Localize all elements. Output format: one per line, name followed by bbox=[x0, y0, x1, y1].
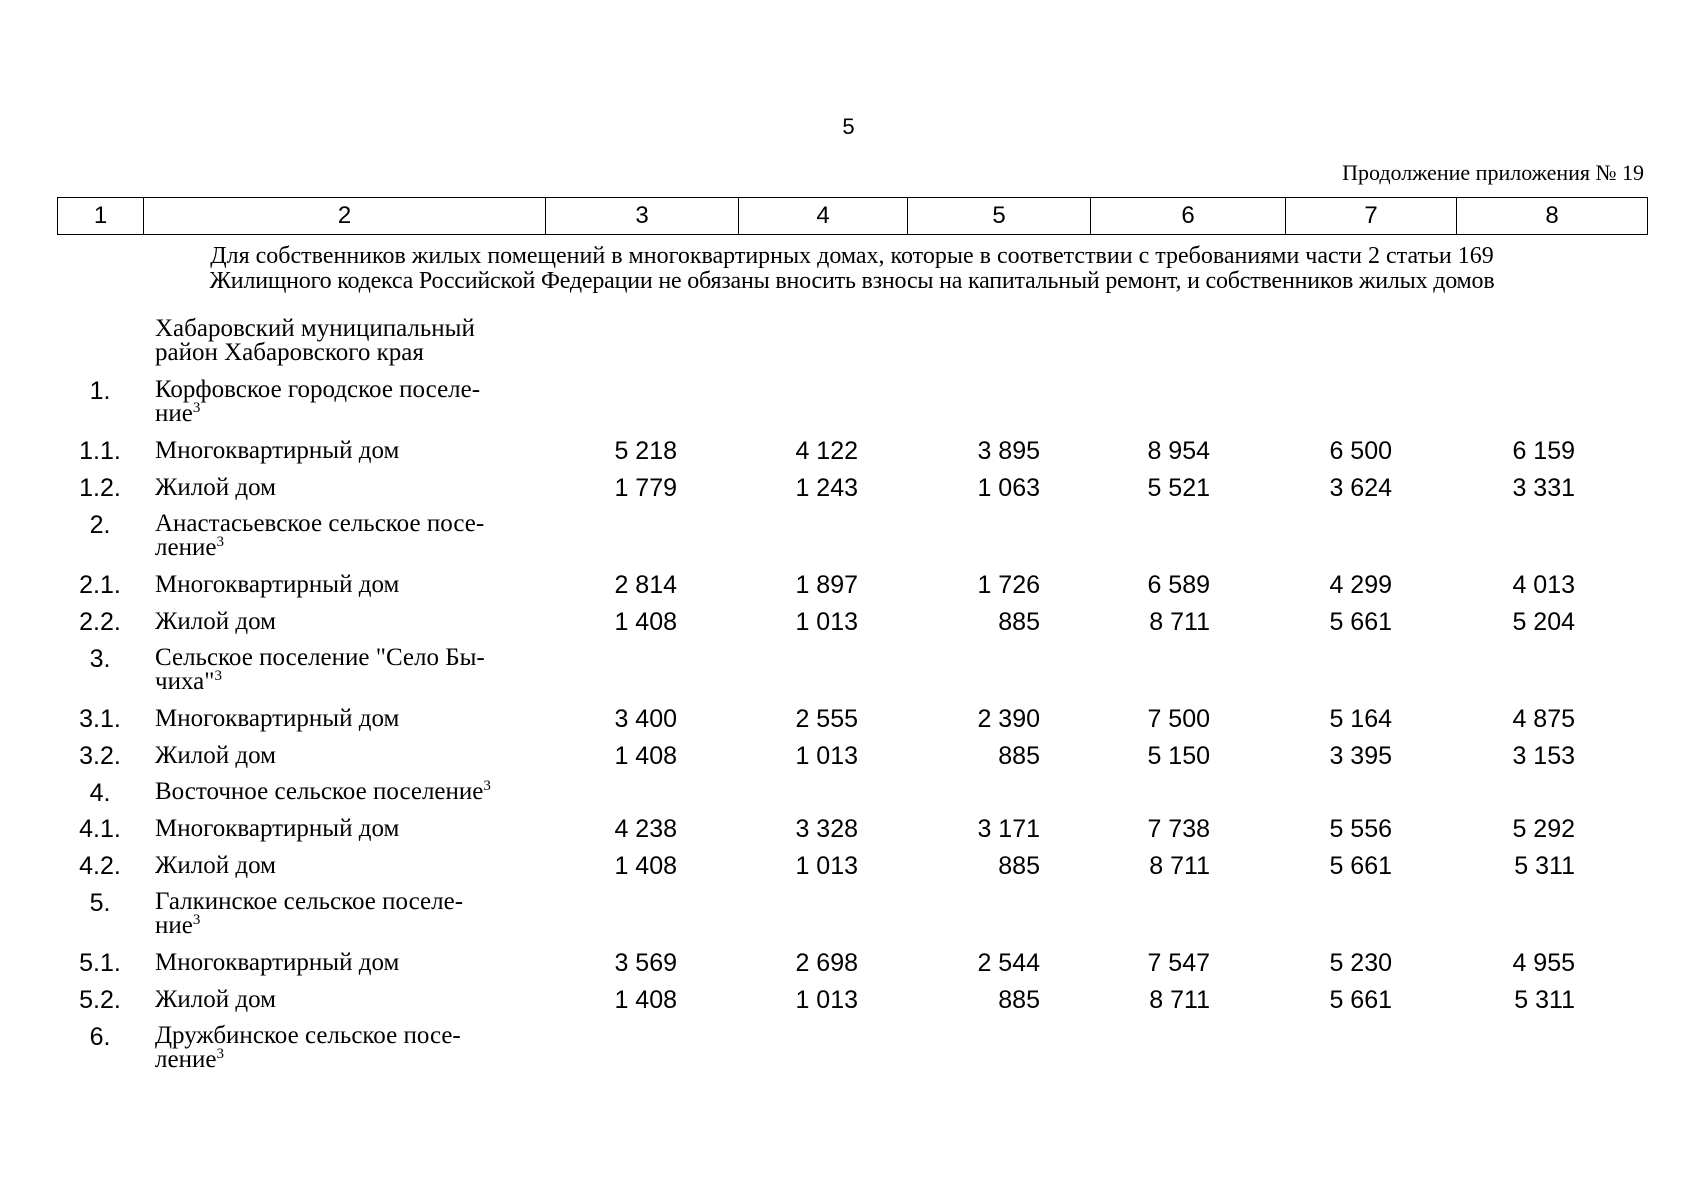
settlement-name-text: Корфовское городское поселе- bbox=[155, 376, 481, 403]
value-col-3: 1 408 bbox=[614, 852, 677, 880]
settlement-name-line-1 bbox=[155, 1024, 535, 1048]
footnote-mark: 3 bbox=[214, 668, 222, 684]
value-col-5: 2 544 bbox=[977, 949, 1040, 977]
district-line-1: Хабаровский муниципальный bbox=[155, 315, 475, 342]
value-col-8: 6 159 bbox=[1512, 437, 1575, 465]
settlement-name bbox=[155, 646, 535, 694]
row-name: Жилой дом bbox=[155, 608, 276, 635]
row-number: 2.1. bbox=[79, 571, 121, 599]
value-col-3: 1 408 bbox=[614, 986, 677, 1014]
page-number: 5 bbox=[842, 114, 855, 139]
row-name: Жилой дом bbox=[155, 986, 276, 1013]
value-col-5: 885 bbox=[998, 742, 1040, 770]
row-number: 3.2. bbox=[79, 742, 121, 770]
value-col-5: 3 895 bbox=[977, 437, 1040, 465]
header-col-1: 1 bbox=[58, 198, 144, 235]
value-col-4: 2 555 bbox=[795, 705, 858, 733]
value-col-8: 5 311 bbox=[1514, 852, 1575, 880]
value-col-8: 3 153 bbox=[1512, 742, 1575, 770]
intro-line-1: Для собственников жилых помещений в многоквартирных домах, которые в соответствии с требованиями части 2 статьи 169 bbox=[210, 243, 1494, 269]
value-col-4: 1 013 bbox=[795, 608, 858, 636]
value-col-4: 1 897 bbox=[795, 571, 858, 599]
settlement-name-text: Восточное сельское поселение bbox=[155, 778, 484, 805]
value-col-3: 4 238 bbox=[614, 815, 677, 843]
value-col-6: 5 150 bbox=[1147, 742, 1210, 770]
settlement-name bbox=[155, 780, 535, 804]
value-col-8: 4 013 bbox=[1512, 571, 1575, 599]
footnote-mark: 3 bbox=[192, 912, 201, 928]
settlement-name-text: чиха" bbox=[155, 668, 215, 695]
settlement-name bbox=[155, 512, 535, 560]
row-name: Жилой дом bbox=[155, 474, 276, 501]
settlement-name-text: ление bbox=[155, 1046, 217, 1073]
row-number: 1.2. bbox=[79, 474, 121, 502]
row-name: Многоквартирный дом bbox=[155, 437, 400, 464]
value-col-3: 3 569 bbox=[614, 949, 677, 977]
value-col-6: 6 589 bbox=[1147, 571, 1210, 599]
value-col-5: 2 390 bbox=[977, 705, 1040, 733]
value-col-7: 5 661 bbox=[1329, 852, 1392, 880]
settlement-number: 6. bbox=[89, 1023, 111, 1051]
value-col-4: 1 013 bbox=[795, 986, 858, 1014]
value-col-8: 4 955 bbox=[1512, 949, 1575, 977]
settlement-name-line-2 bbox=[155, 536, 535, 560]
row-name: Многоквартирный дом bbox=[155, 571, 400, 598]
settlement-name-text: Сельское поселение "Село Бы- bbox=[155, 644, 485, 671]
value-col-3: 2 814 bbox=[614, 571, 677, 599]
header-col-5: 5 bbox=[908, 198, 1091, 235]
value-col-7: 5 661 bbox=[1329, 986, 1392, 1014]
value-col-6: 7 738 bbox=[1147, 815, 1210, 843]
value-col-7: 6 500 bbox=[1329, 437, 1392, 465]
value-col-7: 5 661 bbox=[1329, 608, 1392, 636]
value-col-4: 4 122 bbox=[795, 437, 858, 465]
settlement-name-text: Галкинское сельское поселе- bbox=[155, 888, 464, 915]
settlement-name-text: Дружбинское сельское посе- bbox=[155, 1022, 461, 1049]
value-col-5: 3 171 bbox=[977, 815, 1040, 843]
value-col-3: 1 408 bbox=[614, 742, 677, 770]
header-col-8: 8 bbox=[1457, 198, 1648, 235]
row-number: 2.2. bbox=[79, 608, 121, 636]
settlement-name-text: ление bbox=[155, 534, 217, 561]
row-number: 5.2. bbox=[79, 986, 121, 1014]
value-col-7: 3 395 bbox=[1329, 742, 1392, 770]
settlement-name-line-2 bbox=[155, 402, 535, 426]
value-col-4: 1 013 bbox=[795, 852, 858, 880]
settlement-name-line-1 bbox=[155, 646, 535, 670]
row-number: 3.1. bbox=[79, 705, 121, 733]
value-col-8: 3 331 bbox=[1512, 474, 1575, 502]
settlement-name bbox=[155, 378, 535, 426]
value-col-7: 5 164 bbox=[1329, 705, 1392, 733]
value-col-6: 8 711 bbox=[1149, 986, 1210, 1014]
row-name: Жилой дом bbox=[155, 852, 276, 879]
settlement-name-line-1 bbox=[155, 890, 535, 914]
value-col-3: 1 779 bbox=[614, 474, 677, 502]
settlement-name-line-1 bbox=[155, 378, 535, 402]
settlement-name-line-1 bbox=[155, 512, 535, 536]
continuation-label: Продолжение приложения № 19 bbox=[1342, 160, 1644, 185]
row-number: 1.1. bbox=[79, 437, 121, 465]
row-name: Многоквартирный дом bbox=[155, 815, 400, 842]
footnote-mark: 3 bbox=[216, 534, 224, 550]
value-col-6: 8 954 bbox=[1147, 437, 1210, 465]
row-number: 4.2. bbox=[79, 852, 121, 880]
value-col-5: 885 bbox=[998, 852, 1040, 880]
header-col-6: 6 bbox=[1091, 198, 1286, 235]
value-col-4: 1 013 bbox=[795, 742, 858, 770]
value-col-4: 2 698 bbox=[795, 949, 858, 977]
settlement-name-line-2 bbox=[155, 914, 535, 938]
value-col-4: 1 243 bbox=[795, 474, 858, 502]
footnote-mark: 3 bbox=[216, 1046, 224, 1062]
value-col-7: 5 556 bbox=[1329, 815, 1392, 843]
footnote-mark: 3 bbox=[192, 400, 201, 416]
value-col-6: 8 711 bbox=[1149, 608, 1210, 636]
value-col-8: 5 204 bbox=[1512, 608, 1575, 636]
value-col-5: 1 726 bbox=[977, 571, 1040, 599]
value-col-5: 1 063 bbox=[977, 474, 1040, 502]
value-col-7: 4 299 bbox=[1329, 571, 1392, 599]
settlement-name-text: ние bbox=[155, 400, 193, 427]
row-number: 4.1. bbox=[79, 815, 121, 843]
settlement-name-line-2 bbox=[155, 1048, 535, 1072]
district-line-2: район Хабаровского края bbox=[155, 339, 424, 366]
value-col-5: 885 bbox=[998, 608, 1040, 636]
value-col-7: 3 624 bbox=[1329, 474, 1392, 502]
value-col-6: 5 521 bbox=[1147, 474, 1210, 502]
header-col-7: 7 bbox=[1286, 198, 1457, 235]
settlement-number: 1. bbox=[89, 377, 111, 405]
settlement-number: 4. bbox=[89, 779, 111, 807]
settlement-name-line-2 bbox=[155, 670, 535, 694]
value-col-6: 7 500 bbox=[1147, 705, 1210, 733]
header-col-3: 3 bbox=[546, 198, 739, 235]
value-col-8: 4 875 bbox=[1512, 705, 1575, 733]
value-col-3: 5 218 bbox=[614, 437, 677, 465]
intro-line-2: Жилищного кодекса Российской Федерации не обязаны вносить взносы на капитальный ремонт, и собственников жилых домов bbox=[209, 268, 1495, 294]
settlement-name-line-1 bbox=[155, 780, 535, 804]
row-name: Жилой дом bbox=[155, 742, 276, 769]
row-name: Многоквартирный дом bbox=[155, 949, 400, 976]
settlement-number: 5. bbox=[89, 889, 111, 917]
settlement-name-text: ние bbox=[155, 912, 193, 939]
value-col-8: 5 292 bbox=[1512, 815, 1575, 843]
value-col-6: 8 711 bbox=[1149, 852, 1210, 880]
settlement-name bbox=[155, 890, 535, 938]
value-col-8: 5 311 bbox=[1514, 986, 1575, 1014]
value-col-6: 7 547 bbox=[1147, 949, 1210, 977]
value-col-7: 5 230 bbox=[1329, 949, 1392, 977]
settlement-name-text: Анастасьевское сельское посе- bbox=[155, 510, 485, 537]
header-col-4: 4 bbox=[739, 198, 908, 235]
row-name: Многоквартирный дом bbox=[155, 705, 400, 732]
settlement-number: 3. bbox=[89, 645, 111, 673]
settlement-number: 2. bbox=[89, 511, 111, 539]
header-col-2: 2 bbox=[144, 198, 546, 235]
settlement-name bbox=[155, 1024, 535, 1072]
value-col-4: 3 328 bbox=[795, 815, 858, 843]
footnote-mark: 3 bbox=[483, 778, 491, 794]
value-col-5: 885 bbox=[998, 986, 1040, 1014]
value-col-3: 1 408 bbox=[614, 608, 677, 636]
value-col-3: 3 400 bbox=[614, 705, 677, 733]
row-number: 5.1. bbox=[79, 949, 121, 977]
